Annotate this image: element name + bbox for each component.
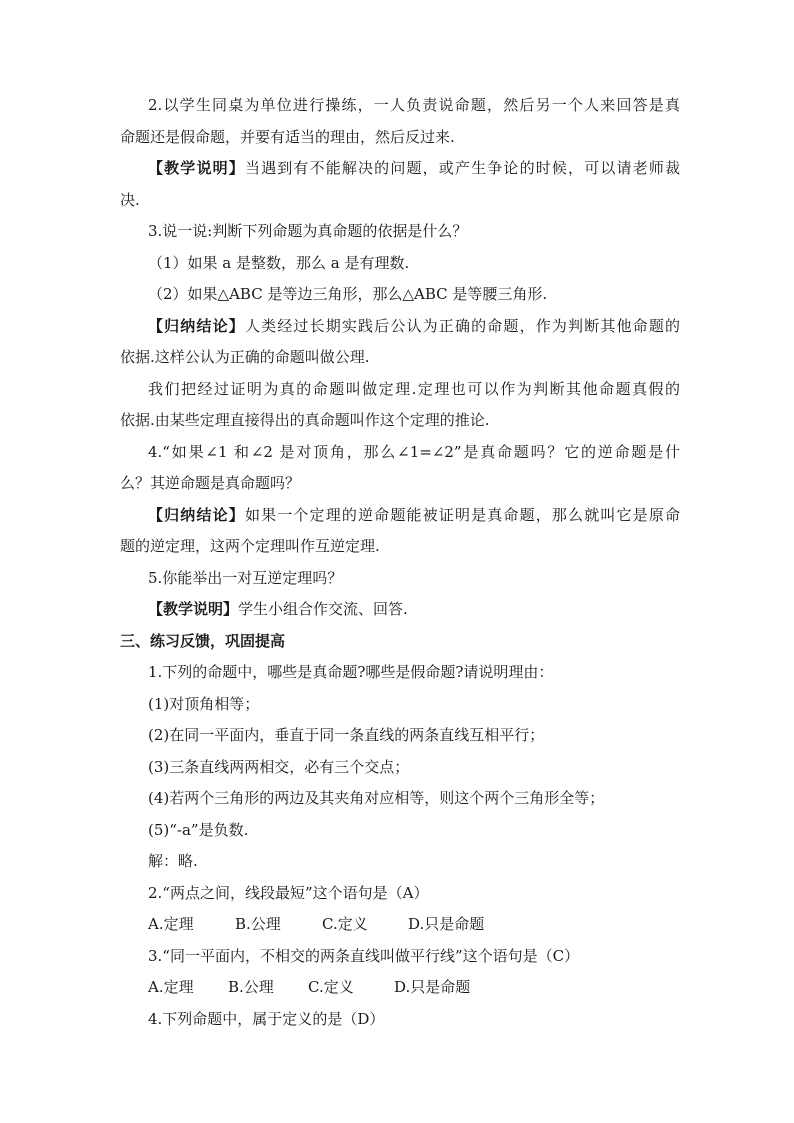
option-d: D.只是命题 bbox=[408, 915, 485, 933]
option-c: C.定义 bbox=[308, 978, 354, 996]
document-page bbox=[120, 90, 680, 1035]
conclusion-tag: 【归纳结论】 bbox=[148, 316, 245, 335]
paragraph-line: 题的逆定理，这两个定理叫作互逆定理. bbox=[120, 537, 380, 555]
question-item: (4)若两个三角形的两边及其夹角对应相等，则这个两个三角形全等； bbox=[148, 789, 605, 807]
option-c: C.定义 bbox=[322, 915, 368, 933]
conclusion-line bbox=[120, 311, 680, 343]
option-a: A.定理 bbox=[148, 978, 194, 996]
answer-options bbox=[120, 909, 680, 941]
paragraph-line: 4.“如果∠1 和∠2 是对顶角，那么∠1=∠2”是真命题吗？它的逆命题是什 bbox=[148, 442, 680, 461]
question-stem: 4.下列命题中，属于定义的是（D） bbox=[148, 1009, 385, 1028]
question-item: (2)在同一平面内，垂直于同一条直线的两条直线互相平行； bbox=[148, 726, 545, 744]
paragraph-line: 依据.这样公认为正确的命题叫做公理. bbox=[120, 348, 370, 366]
option-a: A.定理 bbox=[148, 915, 194, 933]
teaching-note-line bbox=[120, 594, 680, 626]
teaching-note-line bbox=[120, 153, 680, 185]
paragraph-line: 命题还是假命题，并要有适当的理由，然后反过来. bbox=[120, 127, 455, 146]
answer-line: 解：略. bbox=[148, 852, 198, 870]
paragraph-line: 决. bbox=[120, 190, 140, 209]
sub-item: （2）如果△ABC 是等边三角形，那么△ABC 是等腰三角形. bbox=[148, 285, 548, 303]
question-stem: 3.“同一平面内，不相交的两条直线叫做平行线”这个语句是（C） bbox=[148, 946, 580, 965]
conclusion-text: 如果一个定理的逆命题能被证明是真命题，那么就叫它是原命 bbox=[244, 505, 680, 524]
paragraph-line: 我们把经过证明为真的命题叫做定理.定理也可以作为判断其他命题真假的 bbox=[148, 379, 680, 398]
conclusion-tag: 【归纳结论】 bbox=[148, 505, 245, 524]
teaching-note-text: 当遇到有不能解决的问题，或产生争论的时候，可以请老师裁 bbox=[244, 159, 680, 177]
conclusion-line bbox=[120, 500, 680, 532]
sub-item: （1）如果 a 是整数，那么 a 是有理数. bbox=[148, 253, 410, 272]
question-stem: 1.下列的命题中，哪些是真命题?哪些是假命题?请说明理由： bbox=[148, 663, 554, 681]
teaching-note-text: 学生小组合作交流、回答. bbox=[238, 600, 408, 618]
paragraph-line: 依据.由某些定理直接得出的真命题叫作这个定理的推论. bbox=[120, 411, 490, 429]
paragraph-line: 么？其逆命题是真命题吗？ bbox=[120, 474, 301, 492]
paragraph-line: 2.以学生同桌为单位进行操练，一人负责说命题，然后另一个人来回答是真 bbox=[148, 96, 680, 114]
conclusion-text: 人类经过长期实践后公认为正确的命题，作为判断其他命题的 bbox=[244, 316, 680, 335]
paragraph-line: 5.你能举出一对互逆定理吗？ bbox=[148, 568, 343, 587]
teaching-note-tag: 【教学说明】 bbox=[148, 159, 245, 177]
answer-options bbox=[120, 972, 680, 1004]
paragraph-line: 3.说一说:判断下列命题为真命题的依据是什么？ bbox=[148, 222, 468, 240]
question-stem: 2.“两点之间，线段最短”这个语句是（A） bbox=[148, 883, 429, 902]
option-b: B.公理 bbox=[228, 978, 274, 996]
section-heading: 三、练习反馈，巩固提高 bbox=[120, 631, 286, 650]
option-b: B.公理 bbox=[235, 915, 281, 933]
teaching-note-tag: 【教学说明】 bbox=[148, 600, 239, 618]
question-item: (3)三条直线两两相交，必有三个交点； bbox=[148, 757, 410, 776]
question-item: (1)对顶角相等； bbox=[148, 694, 260, 713]
option-d: D.只是命题 bbox=[394, 978, 471, 996]
question-item: (5)“-a”是负数. bbox=[148, 820, 249, 839]
